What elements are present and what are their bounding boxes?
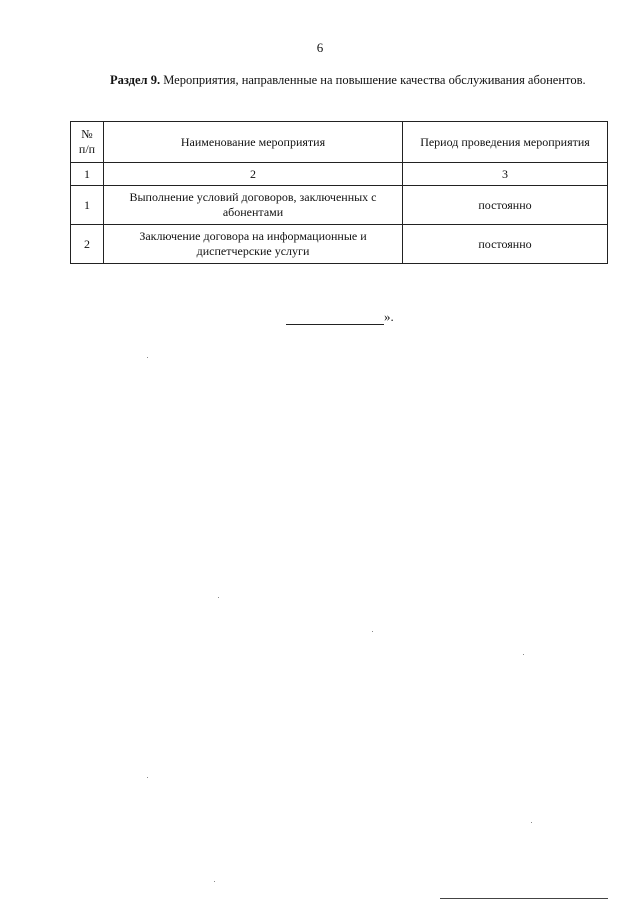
table-header-row	[71, 122, 608, 163]
closing-mark	[286, 309, 394, 325]
scan-speck	[147, 357, 148, 358]
table-row	[71, 186, 608, 225]
scan-speck	[214, 881, 215, 882]
table-row	[71, 225, 608, 264]
section-heading	[70, 72, 608, 89]
header-name: Наименование мероприятия	[104, 122, 403, 163]
signature-line	[286, 312, 384, 325]
measures-table	[70, 121, 608, 264]
table-index-row	[71, 163, 608, 186]
row-name: Выполнение условий договоров, заключенных с абонентами	[104, 186, 403, 225]
header-period: Период проведения мероприятия	[403, 122, 608, 163]
index-cell-1: 1	[71, 163, 104, 186]
row-name: Заключение договора на информационные и диспетчерские услуги	[104, 225, 403, 264]
header-number: № п/п	[71, 122, 104, 163]
scan-speck	[218, 597, 219, 598]
section-title: Мероприятия, направленные на повышение качества обслуживания абонентов.	[163, 73, 586, 87]
closing-quote: ».	[384, 309, 394, 324]
scan-speck	[523, 654, 524, 655]
page-number: 6	[316, 40, 324, 55]
scan-speck	[372, 631, 373, 632]
footer-rule	[440, 898, 608, 899]
row-number: 2	[71, 225, 104, 264]
index-cell-2: 2	[104, 163, 403, 186]
index-cell-3: 3	[403, 163, 608, 186]
row-period: постоянно	[403, 225, 608, 264]
scan-speck	[147, 777, 148, 778]
row-period: постоянно	[403, 186, 608, 225]
section-label: Раздел 9.	[110, 73, 161, 87]
row-number: 1	[71, 186, 104, 225]
scan-speck	[531, 822, 532, 823]
